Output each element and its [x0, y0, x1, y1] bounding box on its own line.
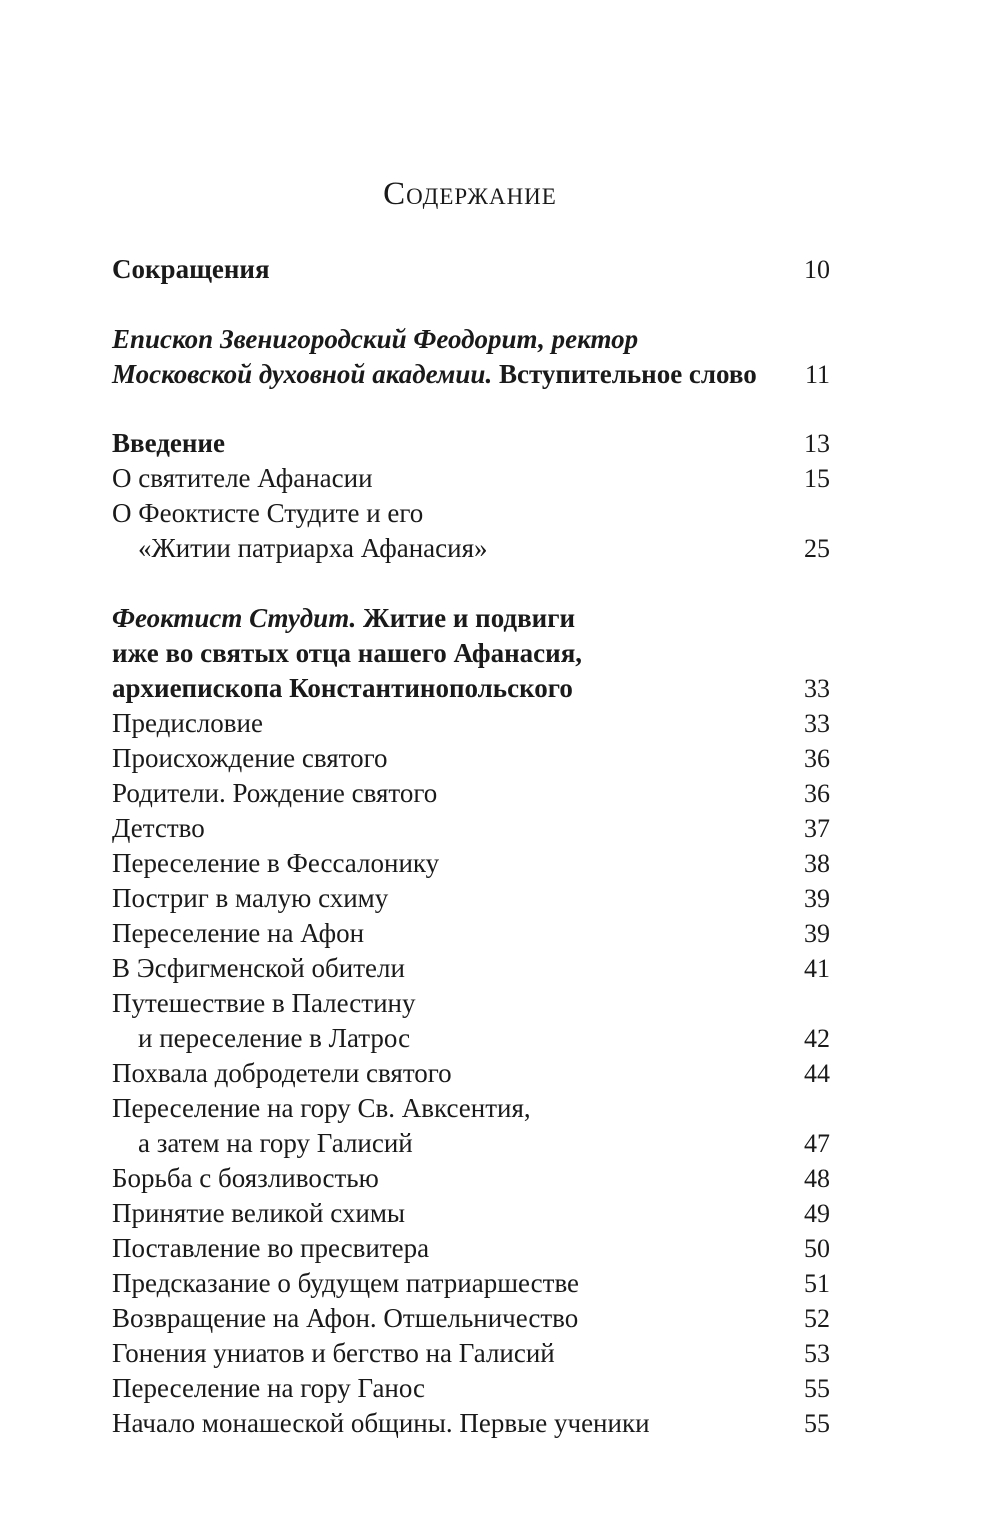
- toc-entry-label: Переселение на Афон: [112, 918, 365, 948]
- toc-page-number: 25: [804, 534, 830, 563]
- toc-page-number: 10: [804, 255, 830, 284]
- toc-chapter[interactable]: [112, 706, 830, 741]
- toc-entry-label: Переселение на гору Ганос: [112, 1373, 426, 1403]
- toc-page-number: 50: [804, 1234, 830, 1263]
- toc-page-number: 55: [804, 1409, 830, 1438]
- toc-entry-label: Поставление во пресвитера: [112, 1233, 430, 1263]
- toc-title-text: Вступительное слово: [492, 359, 757, 389]
- toc-author-text: Феоктист Студит.: [112, 603, 357, 633]
- toc-page-number: 33: [804, 674, 830, 703]
- toc-chapter[interactable]: [112, 1406, 830, 1441]
- toc-entry-label: Возвращение на Афон. Отшельничество: [112, 1303, 579, 1333]
- toc-page-number: 39: [804, 884, 830, 913]
- toc-page-number: 44: [804, 1059, 830, 1088]
- toc-chapter-cont[interactable]: [112, 1126, 830, 1161]
- toc-entry-label: Путешествие в Палестину: [112, 988, 416, 1018]
- toc-entry-label: и переселение в Латрос: [138, 1023, 411, 1053]
- toc-entry-abbreviations[interactable]: [112, 252, 830, 287]
- toc-chapter[interactable]: [112, 1091, 830, 1126]
- toc-chapter[interactable]: [112, 776, 830, 811]
- toc-page-number: 36: [804, 744, 830, 773]
- toc-entry-label: архиепископа Константинопольского: [112, 673, 573, 703]
- toc-page-number: 41: [804, 954, 830, 983]
- toc-entry-intro[interactable]: [112, 426, 830, 461]
- toc-entry-life[interactable]: [112, 601, 830, 636]
- toc-entry-label: Введение: [112, 428, 225, 458]
- toc-chapter[interactable]: [112, 1231, 830, 1266]
- toc-chapter[interactable]: [112, 1301, 830, 1336]
- toc-chapter[interactable]: [112, 741, 830, 776]
- toc-entry-label: а затем на гору Галисий: [138, 1128, 413, 1158]
- toc-entry-label: Гонения униатов и бегство на Галисий: [112, 1338, 555, 1368]
- toc-entry-label: Предисловие: [112, 708, 263, 738]
- toc-chapter[interactable]: [112, 916, 830, 951]
- toc-page-number: 42: [804, 1024, 830, 1053]
- toc-entry-about-theoktistos[interactable]: [112, 496, 830, 531]
- toc-chapter[interactable]: [112, 881, 830, 916]
- toc-entry-label: иже во святых отца нашего Афанасия,: [112, 638, 583, 668]
- toc-chapter[interactable]: [112, 846, 830, 881]
- toc-entry-label: [112, 601, 575, 636]
- toc-entry-label: О святителе Афанасии: [112, 463, 373, 493]
- toc-page-number: 38: [804, 849, 830, 878]
- toc-chapter[interactable]: [112, 1371, 830, 1406]
- toc-chapter[interactable]: [112, 1161, 830, 1196]
- toc-chapter[interactable]: [112, 951, 830, 986]
- toc-page-number: 55: [804, 1374, 830, 1403]
- toc-page-number: 47: [804, 1129, 830, 1158]
- toc-page-number: 53: [804, 1339, 830, 1368]
- toc-page-number: 13: [804, 429, 830, 458]
- toc-page-number: 33: [804, 709, 830, 738]
- toc-author-text: Московской духовной академии.: [112, 359, 493, 389]
- toc-chapter[interactable]: [112, 1266, 830, 1301]
- toc-entry-label: «Житии патриарха Афанасия»: [138, 533, 488, 563]
- toc-page-number: 15: [804, 464, 830, 493]
- toc-chapter[interactable]: [112, 811, 830, 846]
- toc-title-text: Житие и подвиги: [356, 603, 576, 633]
- toc-entry-label: Происхождение святого: [112, 743, 388, 773]
- toc-entry-about-athanasius[interactable]: [112, 461, 830, 496]
- toc-page-number: 48: [804, 1164, 830, 1193]
- toc-entry-label: Начало монашеской общины. Первые ученики: [112, 1408, 650, 1438]
- toc-page-number: 11: [804, 360, 830, 389]
- toc-page-number: 39: [804, 919, 830, 948]
- toc-entry-label: Сокращения: [112, 254, 270, 284]
- toc-entry-label: Принятие великой схимы: [112, 1198, 406, 1228]
- toc-entry-label: Борьба с боязливостью: [112, 1163, 379, 1193]
- toc-chapter[interactable]: [112, 986, 830, 1021]
- toc-page-number: 52: [804, 1304, 830, 1333]
- toc-entry-label: Родители. Рождение святого: [112, 778, 438, 808]
- toc-entry-label: Предсказание о будущем патриаршестве: [112, 1268, 580, 1298]
- toc-entry-label: Похвала добродетели святого: [112, 1058, 452, 1088]
- toc-entry-foreword-cont[interactable]: [112, 357, 830, 392]
- toc-entry-label: В Эсфигменской обители: [112, 953, 405, 983]
- toc-entry-life-cont[interactable]: [112, 671, 830, 706]
- toc-entry-about-theoktistos-cont[interactable]: [112, 531, 830, 566]
- toc-chapter[interactable]: [112, 1196, 830, 1231]
- toc-entry-label: Детство: [112, 813, 205, 843]
- toc-entry-label: О Феоктисте Студите и его: [112, 498, 424, 528]
- toc-page-number: 36: [804, 779, 830, 808]
- toc-page-number: 49: [804, 1199, 830, 1228]
- toc-chapter[interactable]: [112, 1056, 830, 1091]
- toc-entry-label: Епископ Звенигородский Феодорит, ректор: [112, 324, 639, 354]
- toc-chapter-cont[interactable]: [112, 1021, 830, 1056]
- page-title: Содержание: [383, 176, 557, 212]
- toc-entry-label: Постриг в малую схиму: [112, 883, 389, 913]
- toc-page-number: 51: [804, 1269, 830, 1298]
- toc-entry-label: Переселение в Фессалонику: [112, 848, 440, 878]
- toc-chapter[interactable]: [112, 1336, 830, 1371]
- toc-entry-foreword[interactable]: [112, 322, 830, 357]
- toc-entry-label: Переселение на гору Св. Авксентия,: [112, 1093, 531, 1123]
- toc-entry-life-cont[interactable]: [112, 636, 830, 671]
- toc-entry-label: [112, 357, 757, 392]
- toc-page-number: 37: [804, 814, 830, 843]
